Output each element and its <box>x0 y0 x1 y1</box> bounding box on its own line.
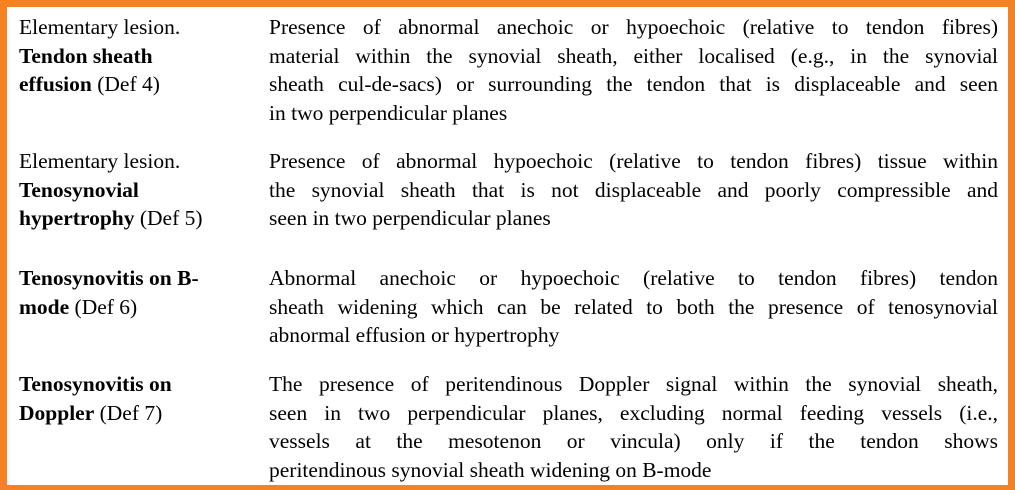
definition-line: sheath cul-de-sacs) or surrounding the tendon that is displaceable and seen <box>269 72 998 96</box>
term-line <box>19 399 259 428</box>
term-line <box>19 42 259 71</box>
term-name: Tenosynovitis on B- <box>19 266 199 290</box>
definition-line: sheath widening which can be related to both the presence of tenosynovial <box>269 294 998 319</box>
definition-line: peritendinous synovial sheath widening on B-mode <box>269 457 712 482</box>
def-number: (Def 5) <box>134 206 203 230</box>
definition-line: the synovial sheath that is not displaceable and poorly compressible and <box>269 177 998 202</box>
definition-cell <box>269 370 998 484</box>
term-line <box>19 176 259 205</box>
term-cell <box>19 370 259 427</box>
term-name: Doppler <box>19 400 95 425</box>
term-line <box>19 370 259 399</box>
term-line <box>19 264 259 293</box>
term-name: Tenosynovitis on <box>19 372 172 396</box>
definition-line: abnormal effusion or hypertrophy <box>269 323 560 347</box>
term-cell <box>19 13 259 99</box>
definition-line: Presence of abnormal anechoic or hypoechoic (relative to tendon fibres) <box>269 15 998 39</box>
term-name: effusion <box>19 72 92 96</box>
definition-line: vessels at the mesotenon or vincula) only if the tendon shows <box>269 429 998 453</box>
term-cell <box>19 147 259 233</box>
definition-line: material within the synovial sheath, either localised (e.g., in the synovial <box>269 43 998 68</box>
definition-line: seen in two perpendicular planes, excluding normal feeding vessels (i.e., <box>269 400 998 425</box>
definition-cell <box>269 147 998 233</box>
def-number: (Def 4) <box>91 72 160 96</box>
term-cell <box>19 264 259 321</box>
def-number: (Def 7) <box>94 400 163 425</box>
term-name: mode <box>19 294 70 319</box>
term-name: Tenosynovial <box>19 177 139 202</box>
term-line <box>19 204 259 233</box>
definition-line: seen in two perpendicular planes <box>269 206 551 230</box>
definition-line: in two perpendicular planes <box>269 100 508 125</box>
definition-line: Abnormal anechoic or hypoechoic (relative to tendon fibres) tendon <box>269 266 998 290</box>
term-line: Elementary lesion. <box>19 15 181 39</box>
term-name: hypertrophy <box>19 206 135 230</box>
def-number: (Def 6) <box>69 294 138 319</box>
term-line <box>19 70 259 99</box>
definition-cell <box>269 264 998 350</box>
definition-line: The presence of peritendinous Doppler signal within the synovial sheath, <box>269 372 998 396</box>
term-name: Tendon sheath <box>19 43 153 68</box>
definition-cell <box>269 13 998 127</box>
definition-line: Presence of abnormal hypoechoic (relative to tendon fibres) tissue within <box>269 149 998 173</box>
term-line: Elementary lesion. <box>19 149 181 173</box>
term-line <box>19 293 259 322</box>
